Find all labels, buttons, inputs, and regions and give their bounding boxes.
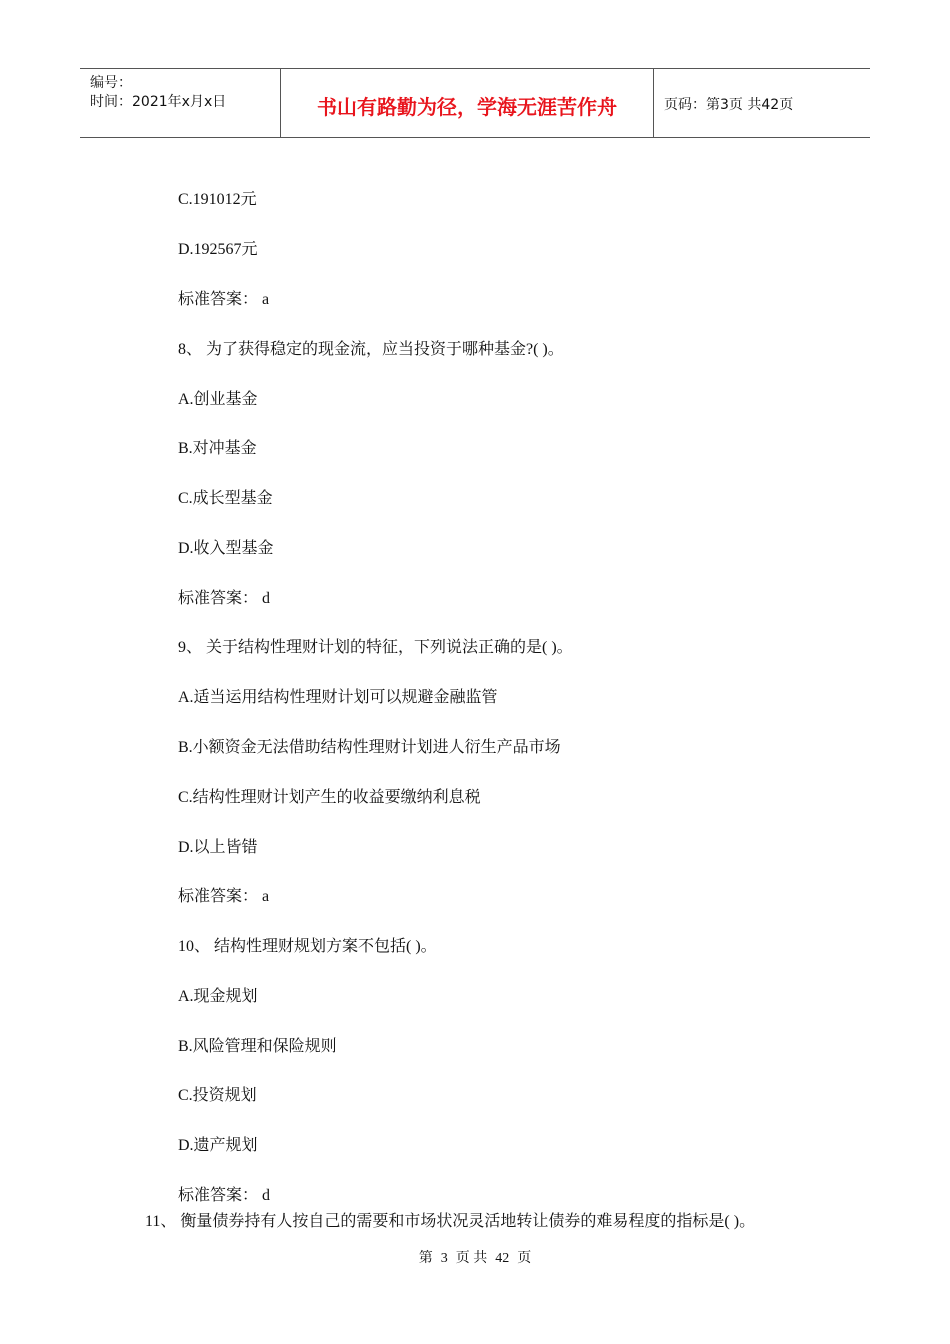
- date-label: 时间：: [90, 94, 132, 110]
- option-d: D.192567元: [178, 241, 258, 258]
- question-10: 10、 结构性理财规划方案不包括( )。: [178, 938, 437, 955]
- option-c: C.成长型基金: [178, 490, 273, 507]
- date-year: 2021: [132, 94, 168, 110]
- footer-prefix: 第: [418, 1251, 433, 1266]
- date-month-suffix: 月: [189, 94, 204, 110]
- page-footer: [0, 1247, 950, 1267]
- option-a: A.适当运用结构性理财计划可以规避金融监管: [178, 689, 498, 706]
- footer-total-pages: 42: [495, 1251, 510, 1266]
- option-d: D.以上皆错: [178, 839, 258, 856]
- option-c: C.191012元: [178, 191, 257, 208]
- standard-answer: 标准答案： a: [178, 291, 270, 308]
- option-c: C.结构性理财计划产生的收益要缴纳利息税: [178, 789, 481, 806]
- header-left-cell: [80, 69, 281, 137]
- option-d: D.收入型基金: [178, 540, 274, 557]
- page-header: [80, 68, 870, 138]
- page-current: 3: [720, 97, 729, 113]
- document-date: [90, 91, 226, 111]
- footer-suffix: 页: [517, 1251, 532, 1266]
- page-total: 42: [761, 97, 780, 113]
- date-day: x: [203, 94, 213, 110]
- header-right-cell: [654, 69, 870, 137]
- header-center-cell: [281, 69, 654, 137]
- option-b: B.小额资金无法借助结构性理财计划进人衍生产品市场: [178, 739, 561, 756]
- page-mid: 页 共: [728, 97, 762, 113]
- option-a: A.现金规划: [178, 988, 258, 1005]
- page-suffix: 页: [779, 97, 794, 113]
- header-page-info: [664, 94, 793, 114]
- standard-answer: 标准答案： a: [178, 888, 270, 905]
- option-b: B.风险管理和保险规则: [178, 1038, 337, 1055]
- standard-answer: 标准答案： d: [178, 590, 271, 607]
- page-prefix: 页码：第: [664, 97, 720, 113]
- document-code-label: 编号：: [90, 75, 132, 91]
- question-9: 9、 关于结构性理财计划的特征，下列说法正确的是( )。: [178, 639, 573, 656]
- option-c: C.投资规划: [178, 1087, 257, 1104]
- date-month: x: [181, 94, 190, 110]
- date-day-suffix: 日: [212, 94, 227, 110]
- footer-mid: 页 共: [455, 1251, 488, 1266]
- option-b: B.对冲基金: [178, 440, 257, 457]
- standard-answer: 标准答案： d: [178, 1187, 271, 1204]
- question-8: 8、 为了获得稳定的现金流，应当投资于哪种基金?( )。: [178, 341, 564, 358]
- footer-current-page: 3: [440, 1251, 448, 1266]
- question-11: 11、 衡量债券持有人按自己的需要和市场状况灵活地转让债券的难易程度的指标是( )。: [145, 1213, 756, 1230]
- option-a: A.创业基金: [178, 391, 258, 408]
- header-motto: 书山有路勤为径，学海无涯苦作舟: [317, 95, 617, 119]
- date-year-suffix: 年: [167, 94, 182, 110]
- option-d: D.遗产规划: [178, 1137, 258, 1154]
